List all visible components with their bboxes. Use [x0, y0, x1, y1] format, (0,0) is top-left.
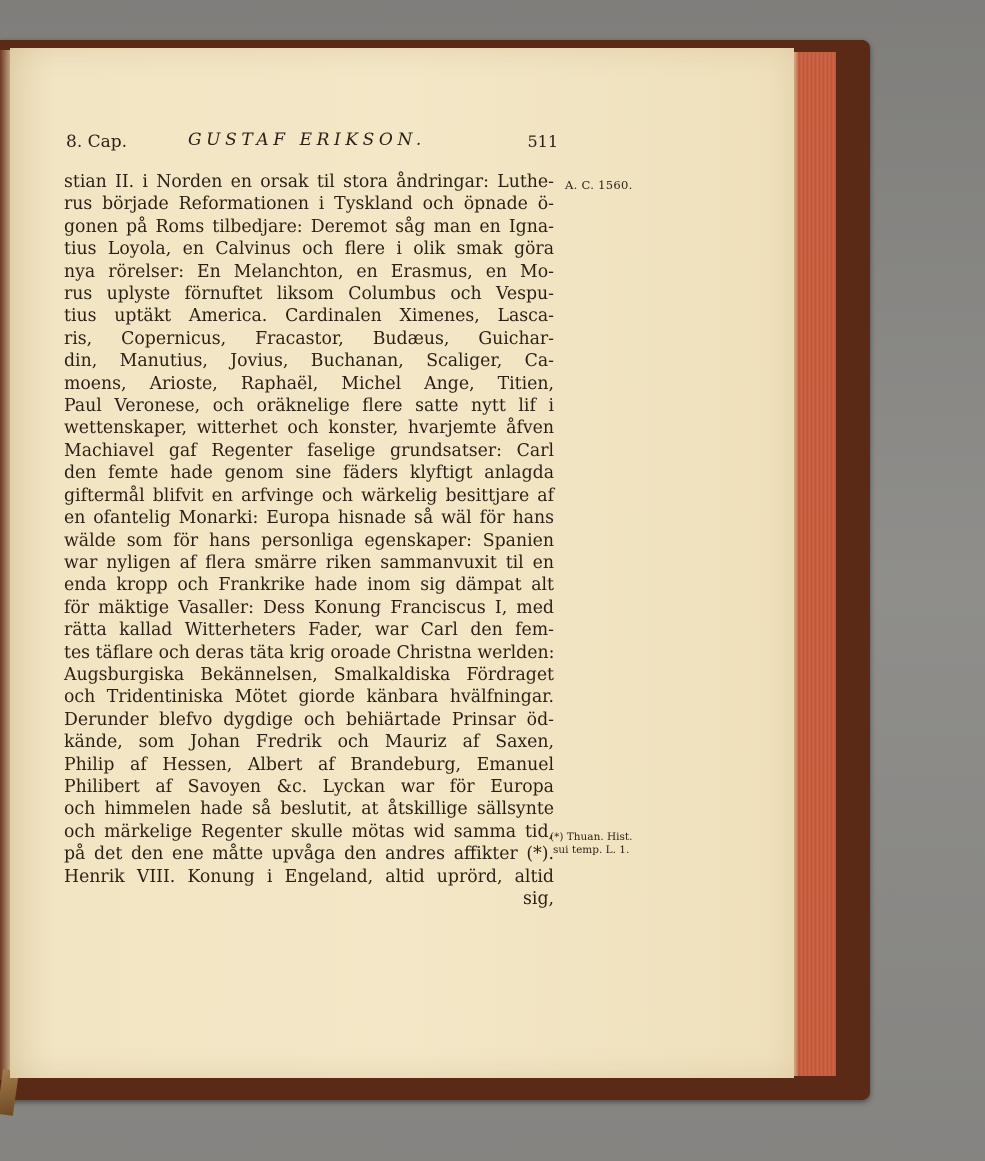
- page-edges: [792, 52, 836, 1076]
- text-line: Paul Veronese, och oräknelige flere satte nytt lif i: [64, 396, 554, 417]
- text-line: och märkelige Regenter skulle mötas wid samma tid,: [64, 821, 554, 842]
- margin-note-reference-line: sui temp. L. 1.: [553, 844, 630, 856]
- text-line: tes täflare och deras täta krig oroade Christna werlden:: [64, 642, 555, 663]
- text-line: gonen på Roms tilbedjare: Deremot såg man en Igna-: [64, 216, 554, 237]
- text-line: Derunder blefvo dygdige och behiärtade Prinsar öd-: [64, 709, 554, 730]
- text-line: Philibert af Savoyen &c. Lyckan war för Europa: [64, 776, 554, 797]
- text-line: kände, som Johan Fredrik och Mauriz af Saxen,: [64, 732, 554, 753]
- text-line: din, Manutius, Jovius, Buchanan, Scaliger, Ca-: [64, 351, 554, 372]
- text-line: den femte hade genom sine fäders klyftigt anlagda: [64, 463, 554, 484]
- text-line: rus började Reformationen i Tyskland och öpnade ö-: [64, 194, 554, 215]
- body-text: [64, 171, 554, 910]
- text-line: war nyligen af flera smärre riken sammanvuxit til en: [64, 552, 554, 573]
- text-line: för mäktige Vasaller: Dess Konung Franciscus I, med: [64, 597, 554, 618]
- page-header: [66, 130, 558, 160]
- text-line: Henrik VIII. Konung i Engeland, altid uprörd, altid: [64, 866, 554, 887]
- margin-note-reference: [550, 831, 632, 857]
- text-line: och Tridentiniska Mötet giorde känbara hvälfningar.: [64, 687, 554, 708]
- text-line: rus uplyste förnuftet liksom Columbus och Vespu-: [64, 284, 554, 305]
- text-line: tius Loyola, en Calvinus och flere i olik smak göra: [64, 239, 554, 260]
- text-line: enda kropp och Frankrike hade inom sig dämpat alt: [64, 575, 554, 596]
- text-line: tius uptäkt America. Cardinalen Ximenes, Lasca-: [64, 306, 554, 327]
- margin-note-year: A. C. 1560.: [565, 178, 633, 192]
- text-line: wälde som för hans personliga egenskaper: Spanien: [64, 530, 554, 551]
- text-line: Philip af Hessen, Albert af Brandeburg, Emanuel: [64, 754, 554, 775]
- text-line: på det den ene måtte upvåga den andres affikter (*).: [64, 844, 554, 865]
- text-line: rätta kallad Witterheters Fader, war Carl den fem-: [64, 620, 554, 641]
- text-line: moens, Arioste, Raphaël, Michel Ange, Titien,: [64, 373, 554, 394]
- margin-note-reference-line: (*) Thuan. Hist.: [550, 831, 633, 843]
- text-line: nya rörelser: En Melanchton, en Erasmus, en Mo-: [64, 261, 554, 282]
- text-line: en ofantelig Monarki: Europa hisnade så wäl för hans: [64, 508, 554, 529]
- text-line: Machiavel gaf Regenter faselige grundsatser: Carl: [64, 440, 554, 461]
- text-line: stian II. i Norden en orsak til stora åndringar: Luthe-: [64, 172, 554, 192]
- text-line: giftermål blifvit en arfvinge och wärkelig besittjare af: [64, 485, 554, 506]
- text-line: wettenskaper, witterhet och konster, hvarjemte åfven: [64, 418, 554, 439]
- text-line: Augsburgiska Bekännelsen, Smalkaldiska Fördraget: [64, 664, 554, 685]
- chapter-label: 8. Cap.: [66, 132, 128, 152]
- page-number: 511: [527, 132, 558, 151]
- text-line: och himmelen hade så beslutit, at åtskillige sällsynte: [64, 799, 554, 820]
- text-line: ris, Copernicus, Fracastor, Budæus, Guichar-: [64, 328, 554, 349]
- catchword: sig,: [523, 889, 554, 909]
- running-title: GUSTAF ERIKSON.: [188, 130, 426, 150]
